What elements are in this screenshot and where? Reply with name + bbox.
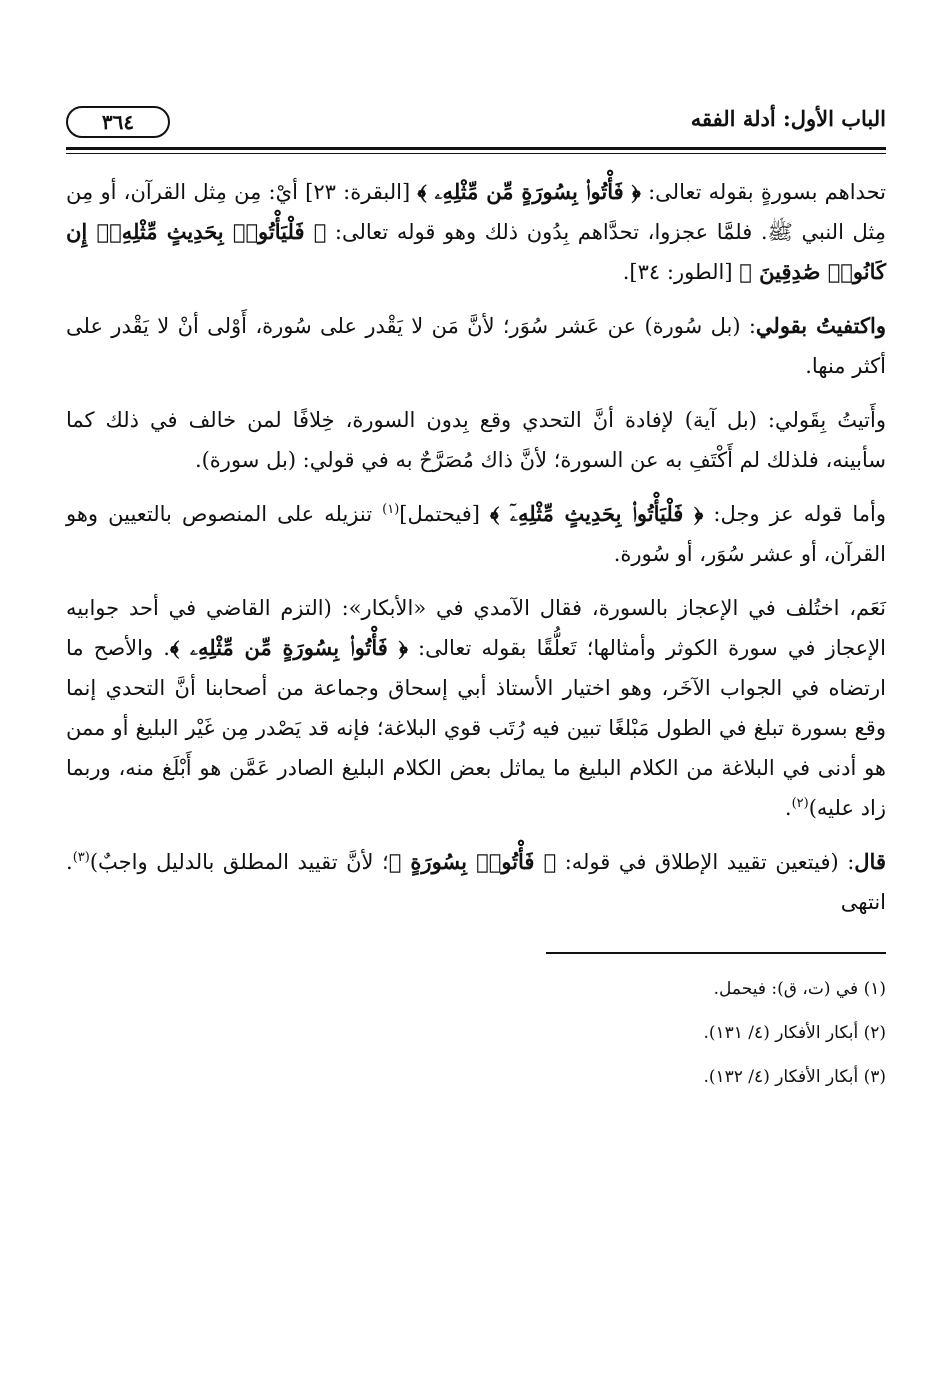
quran-verse: ﴿ فَأْتُوا۟ بِسُورَةٍ ﴾	[388, 849, 557, 874]
footnotes	[66, 974, 886, 1092]
lead-phrase: واكتفيتُ بقولي	[755, 313, 886, 338]
footnote: (٣) أبكار الأفكار (٤/ ١٣٢).	[703, 1067, 886, 1087]
footnote-ref: (٣)	[72, 850, 90, 865]
quran-verse: ﴿ فَأْتُوا۟ بِسُورَةٍ مِّن مِّثْلِهِۦ ﴾	[417, 179, 641, 204]
paragraph	[66, 842, 886, 922]
text-segment: .	[784, 796, 792, 820]
lead-phrase: قال	[854, 849, 886, 874]
quran-verse: ﴿ فَلْيَأْتُوا۟ بِحَدِيثٍ مِّثْلِهِۦٓ ﴾	[490, 501, 704, 526]
text-segment: نَعَم، اختُلف في الإعجاز بالسورة، فقال الآمدي في «الأبكار»: (التزم القاضي في أحد جوابيه الإعجاز في سورة الكوثر وأمثالها؛ تَعلُّقًا بقوله تعالى:	[66, 596, 887, 660]
paragraph	[66, 306, 886, 386]
footnote-ref: (٢)	[791, 796, 809, 811]
text-segment: [فيحتمل]	[399, 502, 491, 526]
footnote-separator	[546, 952, 886, 954]
text-segment: [البقرة: ٢٣] أيْ: مِن مِثل القرآن، أو مِن مِثل النبي ﷺ. فلمَّا عجزوا، تحدَّاهم بِدُون ذلك وهو قوله تعالى:	[66, 180, 886, 244]
footnote: (٢) أبكار الأفكار (٤/ ١٣١).	[703, 1023, 886, 1043]
text-segment: : (فيتعين تقييد الإطلاق في قوله:	[556, 850, 855, 874]
text-segment: وأما قوله عز وجل:	[703, 502, 887, 526]
paragraph	[66, 172, 886, 292]
quran-verse: ﴿ فَلْيَأْتُوا۟ بِحَدِيثٍ مِّثْلِهِۦٓ إِن كَانُوا۟ صَٰدِقِينَ ﴾	[66, 219, 886, 284]
header-title: الباب الأول: أدلة الفقه	[690, 106, 886, 131]
text-segment: : (بل سُورة) عن عَشر سُوَر؛ لأنَّ مَن لا يَقْدر على سُورة، أَوْلى أنْ لا يَقْدر على أكثر منها.	[66, 314, 886, 378]
text-segment: . والأصح ما ارتضاه في الجواب الآخَر، وهو اختيار الأستاذ أبي إسحاق وجماعة من أصحابنا أنَّ التحدي إنما وقع بسورة تبلغ في الطول مَبْلغًا تبين فيه رُتَب قوي البلاغة؛ فإنه قد يَصْدر مِن غَيْر البليغ أو ممن هو أدنى في البلاغة من الكلام البليغ ما يماثل بعض الكلام البليغ الصادر عَمَّن هو أَبْلَغ منه، وربما زاد عليه)	[66, 636, 886, 820]
footnote-ref: (١)	[382, 502, 400, 517]
text-segment: . انتهى	[66, 850, 886, 914]
text-segment: تنزيله على المنصوص بالتعيين وهو القرآن، أو عشر سُوَر، أو سُورة.	[66, 502, 886, 566]
page	[66, 100, 886, 1106]
text-segment: وأَتيتُ بِقَولي: (بل آية) لإفادة أنَّ التحدي وقع بِدون السورة، خِلافًا لمن خالف في ذلك كما سأبينه، فلذلك لم أَكْتَفِ به عن السورة؛ لأنَّ ذاك مُصَرَّحٌ به في قولي: (بل سورة).	[66, 408, 886, 472]
text-segment: [الطور: ٣٤].	[622, 260, 740, 284]
paragraph	[66, 588, 886, 828]
text-segment: ؛ لأنَّ تقييد المطلق بالدليل واجبٌ)	[89, 850, 389, 874]
header-rule-thin	[66, 153, 886, 154]
header-rule-thick	[66, 147, 886, 150]
body-text	[66, 172, 886, 922]
page-number: ٣٦٤	[66, 106, 170, 138]
text-segment: تحداهم بسورةٍ بقوله تعالى:	[640, 180, 886, 204]
paragraph	[66, 494, 886, 574]
quran-verse: ﴿ فَأْتُوا۟ بِسُورَةٍ مِّن مِّثْلِهِۦ ﴾	[169, 635, 408, 660]
paragraph	[66, 400, 886, 480]
footnote: (١) في (ت، ق): فيحمل.	[713, 979, 886, 999]
running-header	[66, 100, 886, 144]
